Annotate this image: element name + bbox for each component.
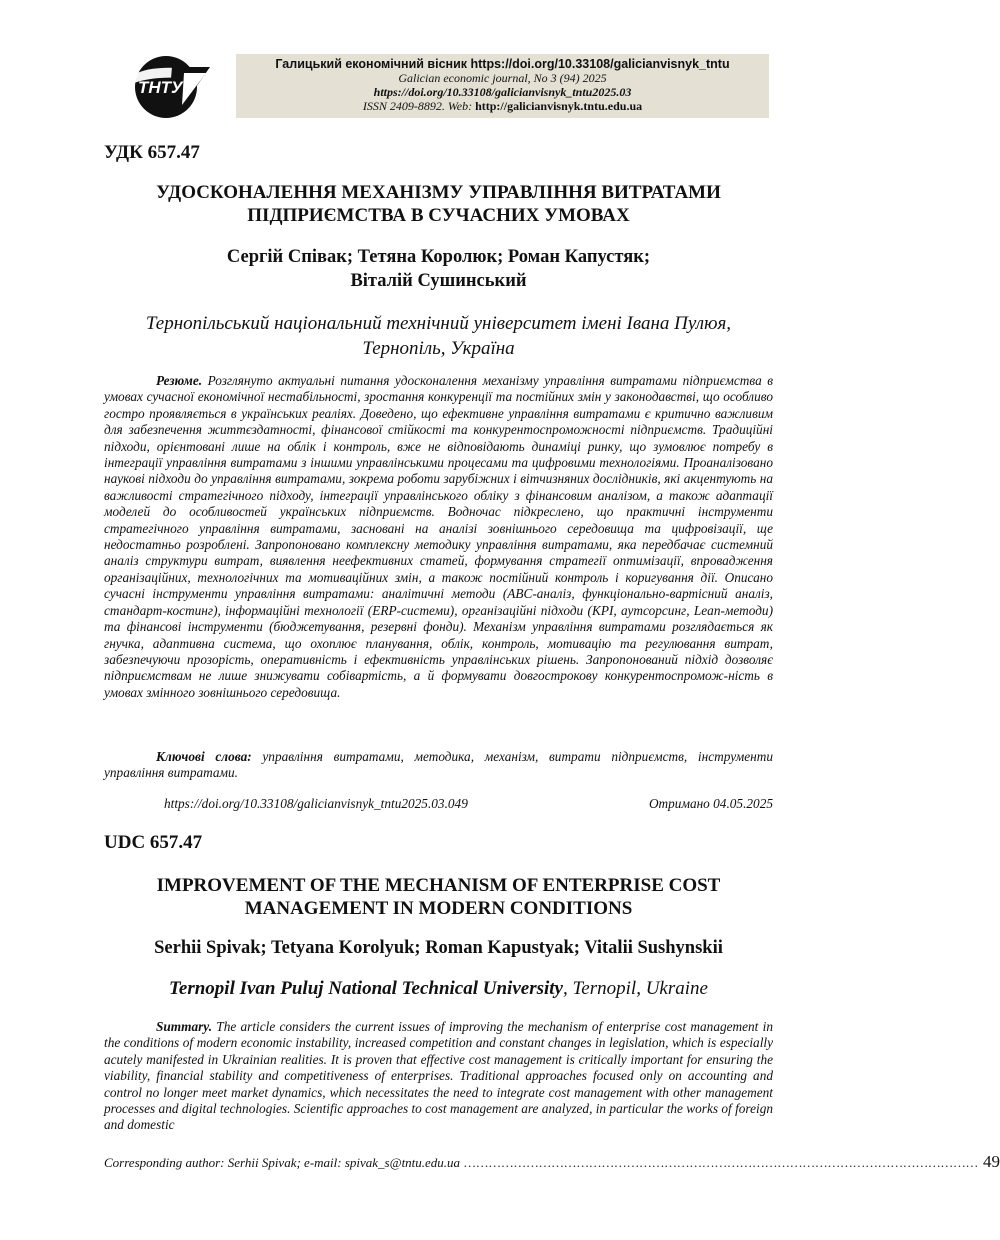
article-doi-link[interactable]: https://doi.org/10.33108/galicianvisnyk_tntu2025.03.049 xyxy=(164,796,468,811)
received-date: Отримано 04.05.2025 xyxy=(648,796,773,811)
article-meta xyxy=(164,796,773,812)
page-number: 49 xyxy=(983,1152,1000,1171)
authors-en: Serhii Spivak; Tetyana Korolyuk; Roman Kapustyak; Vitalii Sushynskii xyxy=(154,938,723,958)
keywords-uk xyxy=(104,749,773,782)
summary-label: Summary. xyxy=(156,1019,213,1034)
journal-issue-doi: https://doi.org/10.33108/galicianvisnyk_tntu2025.03 xyxy=(373,85,632,99)
title-en: IMPROVEMENT OF THE MECHANISM OF ENTERPRISE COST MANAGEMENT IN MODERN CONDITIONS xyxy=(156,875,721,919)
title-uk: УДОСКОНАЛЕННЯ МЕХАНІЗМУ УПРАВЛІННЯ ВИТРАТАМИ ПІДПРИЄМСТВА В СУЧАСНИХ УМОВАХ xyxy=(156,182,721,226)
page-footer xyxy=(104,1152,1000,1172)
summary-en xyxy=(104,1019,773,1134)
corresponding-author: Corresponding author: Serhii Spivak; e-mail: spivak_s@tntu.edu.ua xyxy=(104,1155,461,1170)
udc-en: UDC 657.47 xyxy=(104,832,203,853)
affiliation-uk: Тернопільський національний технічний університет імені Івана Пулюя, Тернопіль, Україна xyxy=(145,313,732,359)
abstract-uk xyxy=(104,373,773,701)
journal-web-link[interactable]: http://galicianvisnyk.tntu.edu.ua xyxy=(475,99,643,113)
summary-text: The article considers the current issues of improving the mechanism of enterprise cost management in the conditions of modern economic instability, increased competition and constant changes in legislation, which is especially acutely manifested in Ukrainian realities. It is proven that effective cost management is critically important for ensuring the viability, financial stability and competitiveness of enterprises. Traditional approaches focused only on accounting and control no longer meet market dynamics, which necessitates the need to integrate cost management with other management processes and digital technologies. Scientific approaches to cost management are analyzed, in particular the works of foreign and domestic xyxy=(104,1019,773,1133)
abstract-text: Розглянуто актуальні питання удосконалення механізму управління витратами підприємства в умовах сучасної економічної нестабільності, зростання конкуренції та постійних змін у законодавстві, що особливо гостро проявляється в українських реаліях. Доведено, що ефективне управління витратами є критично важливим для забезпечення життєздатності, фінансової стійкості та конкурентоспроможності підприємств. Традиційні підходи, орієнтовані лише на облік і контроль, вже не відповідають динаміці ринку, що зумовлює потребу в інтеграції управління витратами з іншими управлінськими процесами та цифровими технологіями. Проаналізовано наукові підходи до управління витратами, зокрема роботи зарубіжних і вітчизняних дослідників, які акцентують на важливості стратегічного підходу, інтеграції управлінського обліку з фінансовим аналізом, а також адаптації моделей до особливостей українських підприємств. Водночас підкреслено, що практичні інструменти стратегічного управління витратами, засновані на аналізі зовнішнього середовища та цифровізації, ще недостатньо розроблені. Запропоновано комплексну методику управління витратами, яка передбачає системний аналіз структури витрат, виявлення неефективних статей, формування стратегії оптимізації, впровадження організаційних, технологічних та мотиваційних змін, а також постійний контроль і коригування дії. Описано сучасні інструменти управління витратами: аналітичні методи (ABC-аналіз, функціонально-вартісний аналіз, стандарт-костинг), інформаційні технології (ERP-системи), організаційні підходи (KPI, аутсорсинг, Lean-методи) та фінансові інструменти (бюджетування, резервні фонди). Механізм управління витратами розглядається як гнучка, адаптивна система, що охоплює планування, облік, контроль, мотивацію та регулювання витрат, забезпечуючи прозорість, оперативність і ефективність управлінських рішень. Запропонований підхід дозволяє підприємствам не лише знижувати собівартість, а й формувати довгострокову конкурентоспромож-ність в умовах змінного зовнішнього середовища. xyxy=(104,373,773,700)
keywords-label: Ключові слова: xyxy=(156,749,252,764)
journal-issn: ISSN 2409-8892. Web: http://galicianvisnyk.tntu.edu.ua xyxy=(362,99,643,113)
tntu-logo xyxy=(132,53,212,121)
footer-leader-dots: …………………………………………………………………………………………………………… xyxy=(464,1155,979,1170)
keywords-text: управління витратами, методика, механізм, витрати підприємств, інструменти управління витратами. xyxy=(104,749,774,781)
authors-uk: Сергій Співак; Тетяна Королюк; Роман Капустяк; Віталій Сушинський xyxy=(226,247,651,291)
journal-header xyxy=(236,54,769,118)
journal-issue: Galician economic journal, No 3 (94) 2025 xyxy=(398,71,607,85)
udc-uk: УДК 657.47 xyxy=(104,142,200,163)
abstract-label: Резюме. xyxy=(156,373,203,388)
svg-text:ТНТУ: ТНТУ xyxy=(138,78,183,97)
journal-title: Галицький економічний вісник https://doi.org/10.33108/galicianvisnyk_tntu xyxy=(275,57,730,71)
affiliation-en: Ternopil Ivan Puluj National Technical University, Ternopil, Ukraine xyxy=(169,978,708,999)
